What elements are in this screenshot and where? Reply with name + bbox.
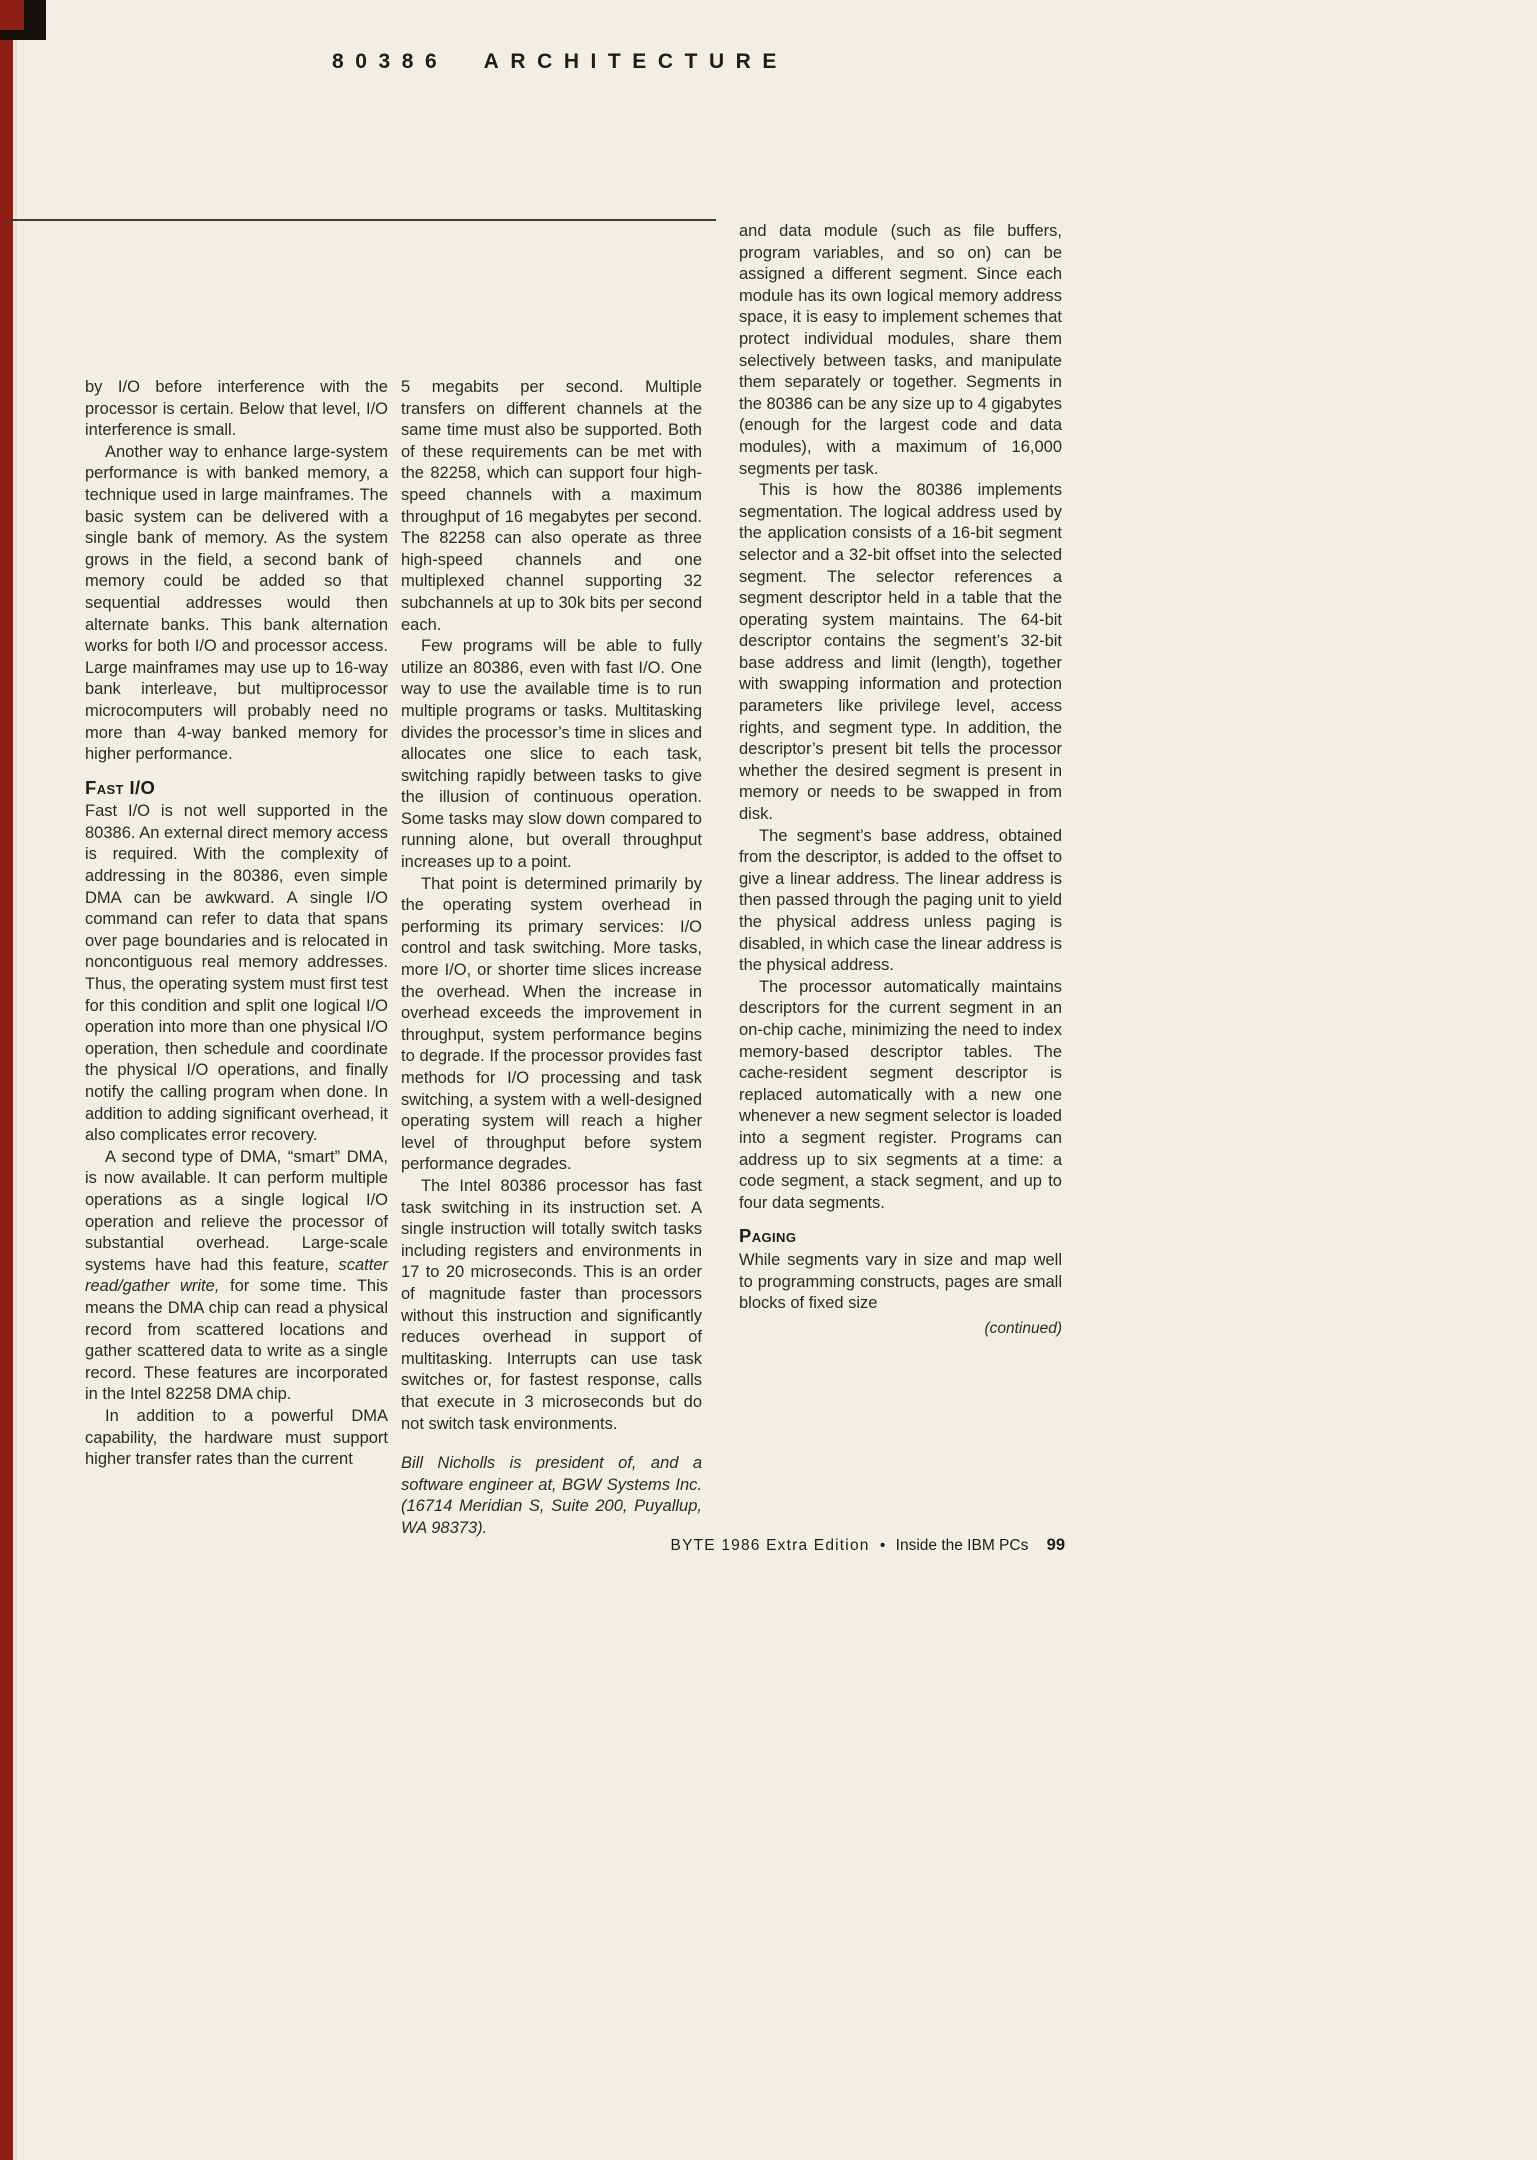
paragraph: In addition to a powerful DMA capability, the hardware must support higher transfer rates than the current <box>85 1406 388 1469</box>
column-2 <box>401 377 702 1539</box>
paragraph: Another way to enhance large-system performance is with banked memory, a technique used in large mainframes. The basic system can be delivered with a single bank of memory. As the system grows in the field, a second bank of memory could be added so that sequential addresses would then alternate banks. This bank alternation works for both I/O and processor access. Large mainframes may use up to 16-way bank interleave, but multiprocessor microcomputers will probably need no more than 4-way banked memory for higher performance. <box>85 442 388 764</box>
page-spine <box>0 0 13 2160</box>
paragraph: The Intel 80386 processor has fast task switching in its instruction set. A single instruction will totally switch tasks including registers and environments in 17 to 20 microseconds. This is an order of magnitude faster than processors without this instruction and significantly reduces overhead in support of multitasking. Interrupts can use task switches or, for fastest response, calls that execute in 3 microseconds but do not switch task environments. <box>401 1176 702 1433</box>
article-title: 80386 ARCHITECTURE <box>332 50 788 73</box>
paragraph: Few programs will be able to fully utilize an 80386, even with fast I/O. One way to use the available time is to run multiple programs or tasks. Multitasking divides the processor’s time in slices and allocates one slice to each task, switching rapidly between tasks to give the illusion of continuous operation. Some tasks may slow down compared to running alone, but overall throughput increases up to a point. <box>401 637 702 872</box>
page-edge-shadow <box>15 0 17 2160</box>
paragraph: The segment’s base address, obtained from the descriptor, is added to the offset to give a linear address. The linear address is then passed through the paging unit to yield the physical address unless paging is disabled, in which case the linear address is the physical address. <box>739 826 1062 975</box>
page-number: 99 <box>1046 1536 1065 1554</box>
paragraph: 5 megabits per second. Multiple transfers on different channels at the same time must also be supported. Both of these requirements can be met with the 82258, which can support four high-speed channels with a maximum throughput of 16 megabytes per second. The 82258 can also operate as three high-speed channels and one multiplexed channel supporting 32 subchannels at up to 30k bits per second each. <box>401 378 702 634</box>
column-3 <box>739 221 1062 1339</box>
footer-separator: • <box>879 1537 886 1554</box>
paragraph: While segments vary in size and map well to programming constructs, pages are small blocks of fixed size <box>739 1250 1062 1313</box>
paragraph: A second type of DMA, “smart” DMA, is now available. It can perform multiple operations as a single logical I/O operation and relieve the processor of substantial overhead. Large-scale systems have had this feature, scatter read/gather write, for some time. This means the DMA chip can read a physical record from scattered locations and gather scattered data to write as a single record. These features are incorporated in the Intel 82258 DMA chip. <box>85 1147 388 1404</box>
paragraph: and data module (such as file buffers, program variables, and so on) can be assigned a different segment. Since each module has its own logical memory address space, it is easy to implement schemes that protect individual modules, share them selectively between tasks, and manipulate them separately or together. Segments in the 80386 can be any size up to 4 gigabytes (enough for the largest code and data modules), with a maximum of 16,000 segments per task. <box>739 222 1062 478</box>
top-rule <box>6 219 716 221</box>
section-heading: Paging <box>739 1225 797 1247</box>
section-heading: Fast I/O <box>85 776 156 798</box>
paragraph: The processor automatically maintains descriptors for the current segment in an on-chip cache, minimizing the need to index memory-based descriptor tables. The cache-resident segment descriptor is replaced automatically with a new one whenever a new segment selector is loaded into a segment register. Programs can address up to six segments at a time: a code segment, a stack segment, and up to four data segments. <box>739 977 1062 1212</box>
paragraph: by I/O before interference with the processor is certain. Below that level, I/O interference is small. <box>85 378 388 440</box>
page-corner-red <box>0 0 24 30</box>
page-footer <box>540 1536 1065 1555</box>
column-1 <box>85 377 388 1471</box>
paragraph: Fast I/O is not well supported in the 80386. An external direct memory access is required. With the complexity of addressing in the 80386, even simple DMA can be awkward. A single I/O command can refer to data that spans over page boundaries and is relocated in noncontiguous real memory addresses. Thus, the operating system must first test for this condition and split one logical I/O operation into more than one physical I/O operation, then schedule and coordinate the physical I/O operations, and finally notify the calling program when done. In addition to adding significant overhead, it also complicates error recovery. <box>85 802 388 1145</box>
continued-note: (continued) <box>984 1319 1062 1337</box>
running-head <box>0 50 1120 74</box>
paragraph: That point is determined primarily by the operating system overhead in performing its primary services: I/O control and task switching. More tasks, more I/O, or shorter time slices increase the overhead. When the increase in overhead exceeds the improvement in throughput, system performance begins to degrade. If the processor provides fast methods for I/O processing and task switching, a system with a well-designed operating system will reach a higher level of throughput before system performance degrades. <box>401 874 702 1174</box>
footer-section: Inside the IBM PCs <box>895 1537 1029 1554</box>
author-bio: Bill Nicholls is president of, and a software engineer at, BGW Systems Inc. (16714 Meridian S, Suite 200, Puyallup, WA 98373). <box>401 1454 702 1537</box>
paragraph: This is how the 80386 implements segmentation. The logical address used by the application consists of a 16-bit segment selector and a 32-bit offset into the selected segment. The selector references a segment descriptor held in a table that the operating system maintains. The 64-bit descriptor contains the segment’s 32-bit base address and limit (length), together with swapping information and protection parameters like privilege level, access rights, and segment type. In addition, the descriptor’s present bit tells the processor whether the desired segment is present in memory or needs to be swapped in from disk. <box>739 481 1062 824</box>
footer-edition: BYTE 1986 Extra Edition <box>670 1537 870 1554</box>
